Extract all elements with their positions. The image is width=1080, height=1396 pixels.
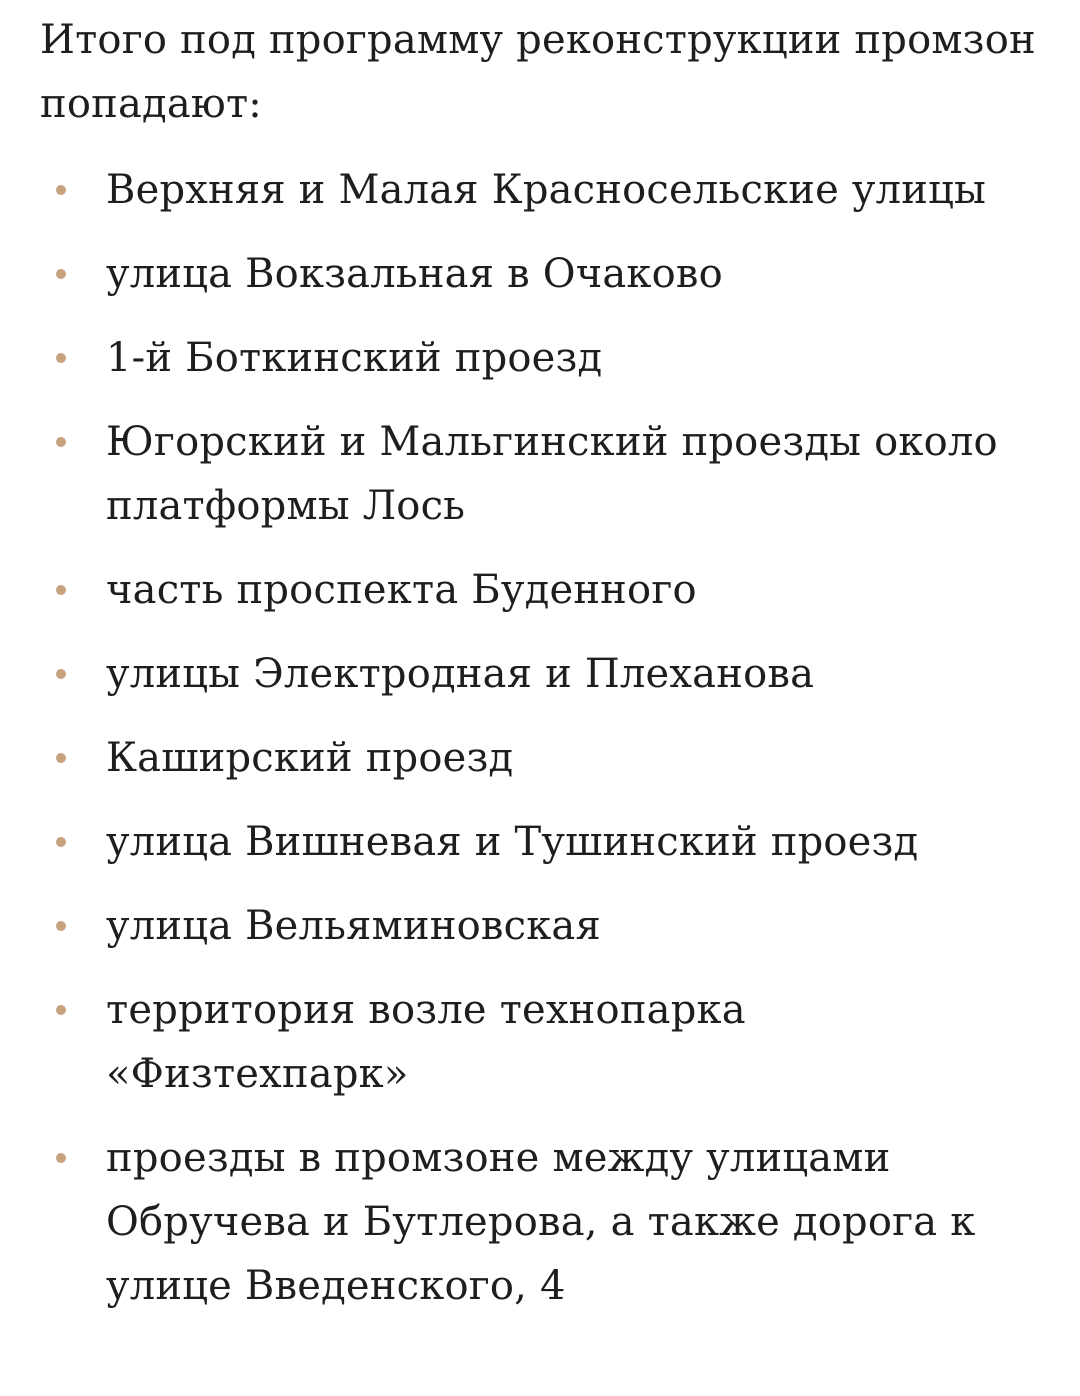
list-item-text: Каширский проезд <box>106 735 514 781</box>
article <box>40 8 1060 1338</box>
list-item-text: территория возле технопарка «Физтехпарк» <box>106 987 746 1097</box>
bullet-dot-icon <box>56 921 66 931</box>
bullet-dot-icon <box>56 837 66 847</box>
list-item <box>40 326 1060 390</box>
list-item <box>40 410 1060 538</box>
list-item <box>40 810 1060 874</box>
bullet-dot-icon <box>56 437 66 447</box>
list-item-text: 1-й Боткинский проезд <box>106 335 603 381</box>
bullet-dot-icon <box>56 585 66 595</box>
intro-text: Итого под программу реконструкции промзон попадают: <box>40 17 1036 127</box>
list-item <box>40 158 1060 222</box>
list-item-text: улица Вельяминовская <box>106 903 601 949</box>
bullet-dot-icon <box>56 353 66 363</box>
bullet-dot-icon <box>56 1005 66 1015</box>
list-item-text: Верхняя и Малая Красносельские улицы <box>106 167 987 213</box>
list-item <box>40 642 1060 706</box>
list-item-text: проезды в промзоне между улицами Обручева и Бутлерова, а также дорога к улице Введенского, 4 <box>106 1135 976 1309</box>
list-item <box>40 558 1060 622</box>
zone-list <box>40 158 1060 1318</box>
bullet-dot-icon <box>56 269 66 279</box>
bullet-dot-icon <box>56 1153 66 1163</box>
list-item <box>40 1126 1060 1318</box>
list-item-text: улица Вокзальная в Очаково <box>106 251 723 297</box>
list-item <box>40 242 1060 306</box>
list-item <box>40 894 1060 958</box>
list-item-text: Югорский и Мальгинский проезды около платформы Лось <box>106 419 998 529</box>
list-item <box>40 726 1060 790</box>
list-item <box>40 978 1060 1106</box>
list-item-text: улица Вишневая и Тушинский проезд <box>106 819 919 865</box>
bullet-dot-icon <box>56 185 66 195</box>
list-item-text: улицы Электродная и Плеханова <box>106 651 815 697</box>
bullet-dot-icon <box>56 669 66 679</box>
bullet-dot-icon <box>56 753 66 763</box>
list-item-text: часть проспекта Буденного <box>106 567 697 613</box>
